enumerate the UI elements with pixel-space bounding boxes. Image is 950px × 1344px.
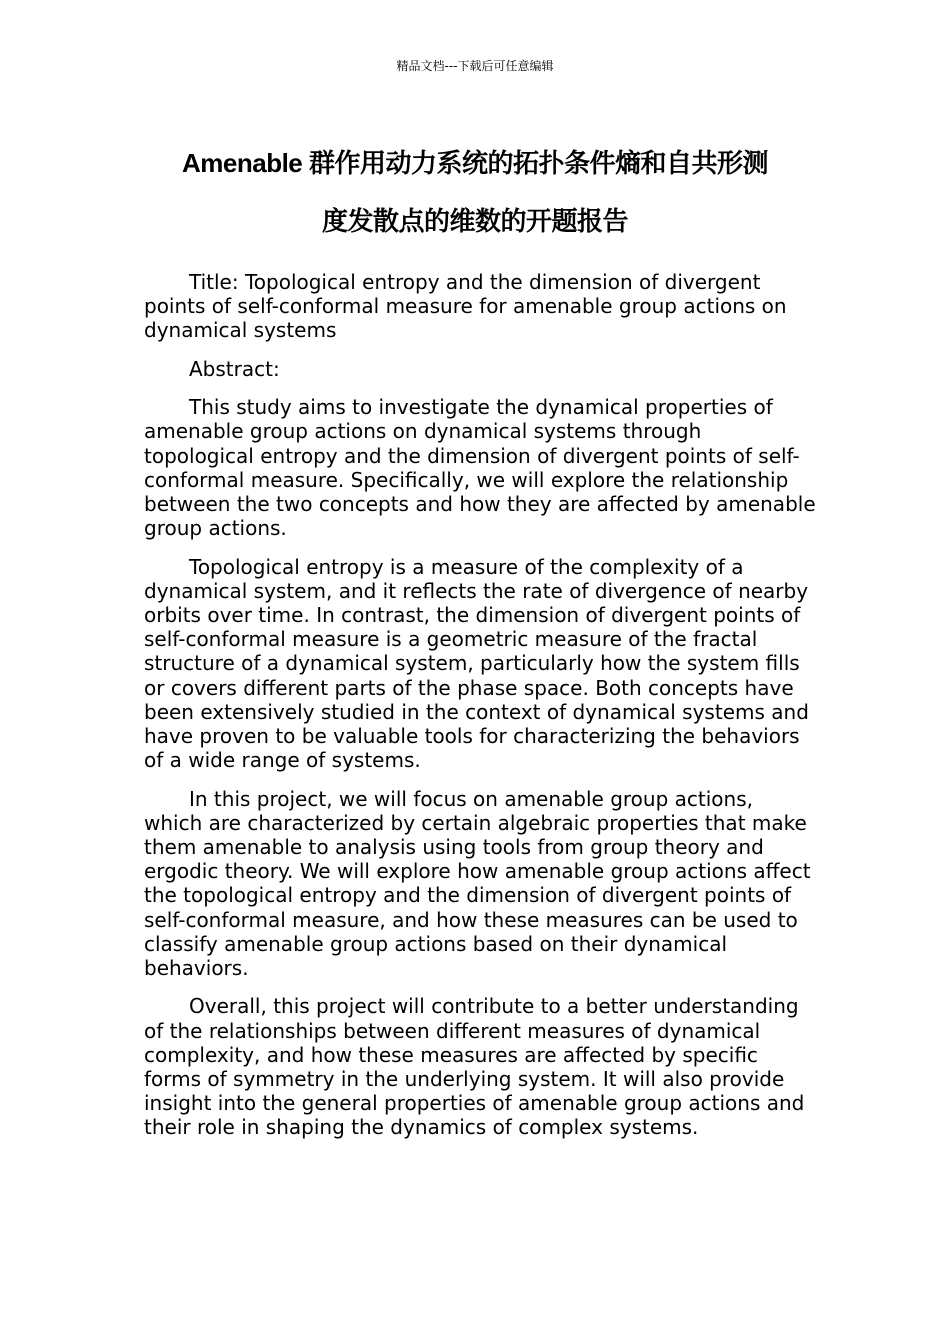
title-line-2: 度发散点的维数的开题报告: [321, 206, 628, 236]
body-paragraph: In this project, we will focus on amenable group actions, which are characterized by certain algebraic properties that make them amenable to analysis using tools from group theory and ergodic theory. We will explore how amenable group actions affect the topological entropy and the dimension of divergent points of self-conformal measure, and how these measures can be used to classify amenable group actions based on their dynamical behaviors.: [144, 786, 811, 981]
body-paragraph: This study aims to investigate the dynamical properties of amenable group actions on dynamical systems through topological entropy and the dimension of divergent points of self-conformal measure. Specifically, we will explore the relationship between the two concepts and how they are affected by amenable group actions.: [144, 395, 816, 541]
body-paragraph: Topological entropy is a measure of the complexity of a dynamical system, and it reflects the rate of divergence of nearby orbits over time. In contrast, the dimension of divergent points of self-conformal measure is a geometric measure of the fractal structure of a dynamical system, particularly how the system fills or covers different parts of the phase space. Both concepts have been extensively studied in the context of dynamical systems and have proven to be valuable tools for characterizing the behaviors of a wide range of systems.: [144, 554, 809, 773]
document-header-note: 精品文档---下载后可任意编辑: [396, 59, 554, 73]
body-paragraph: Overall, this project will contribute to a better understanding of the relationships between different measures of dynamical complexity, and how these measures are affected by specific forms of symmetry in the underlying system. It will also provide insight into the general properties of amenable group actions and their role in shaping the dynamics of complex systems.: [144, 994, 805, 1140]
abstract-heading: Abstract:: [189, 356, 280, 381]
document-body: [144, 270, 816, 1154]
title-paragraph: Title: Topological entropy and the dimension of divergent points of self-conformal measure for amenable group actions on dynamical systems: [144, 270, 787, 343]
document-title: [140, 134, 810, 250]
title-line-1: Amenable 群作用动力系统的拓扑条件熵和自共形测: [182, 148, 768, 178]
